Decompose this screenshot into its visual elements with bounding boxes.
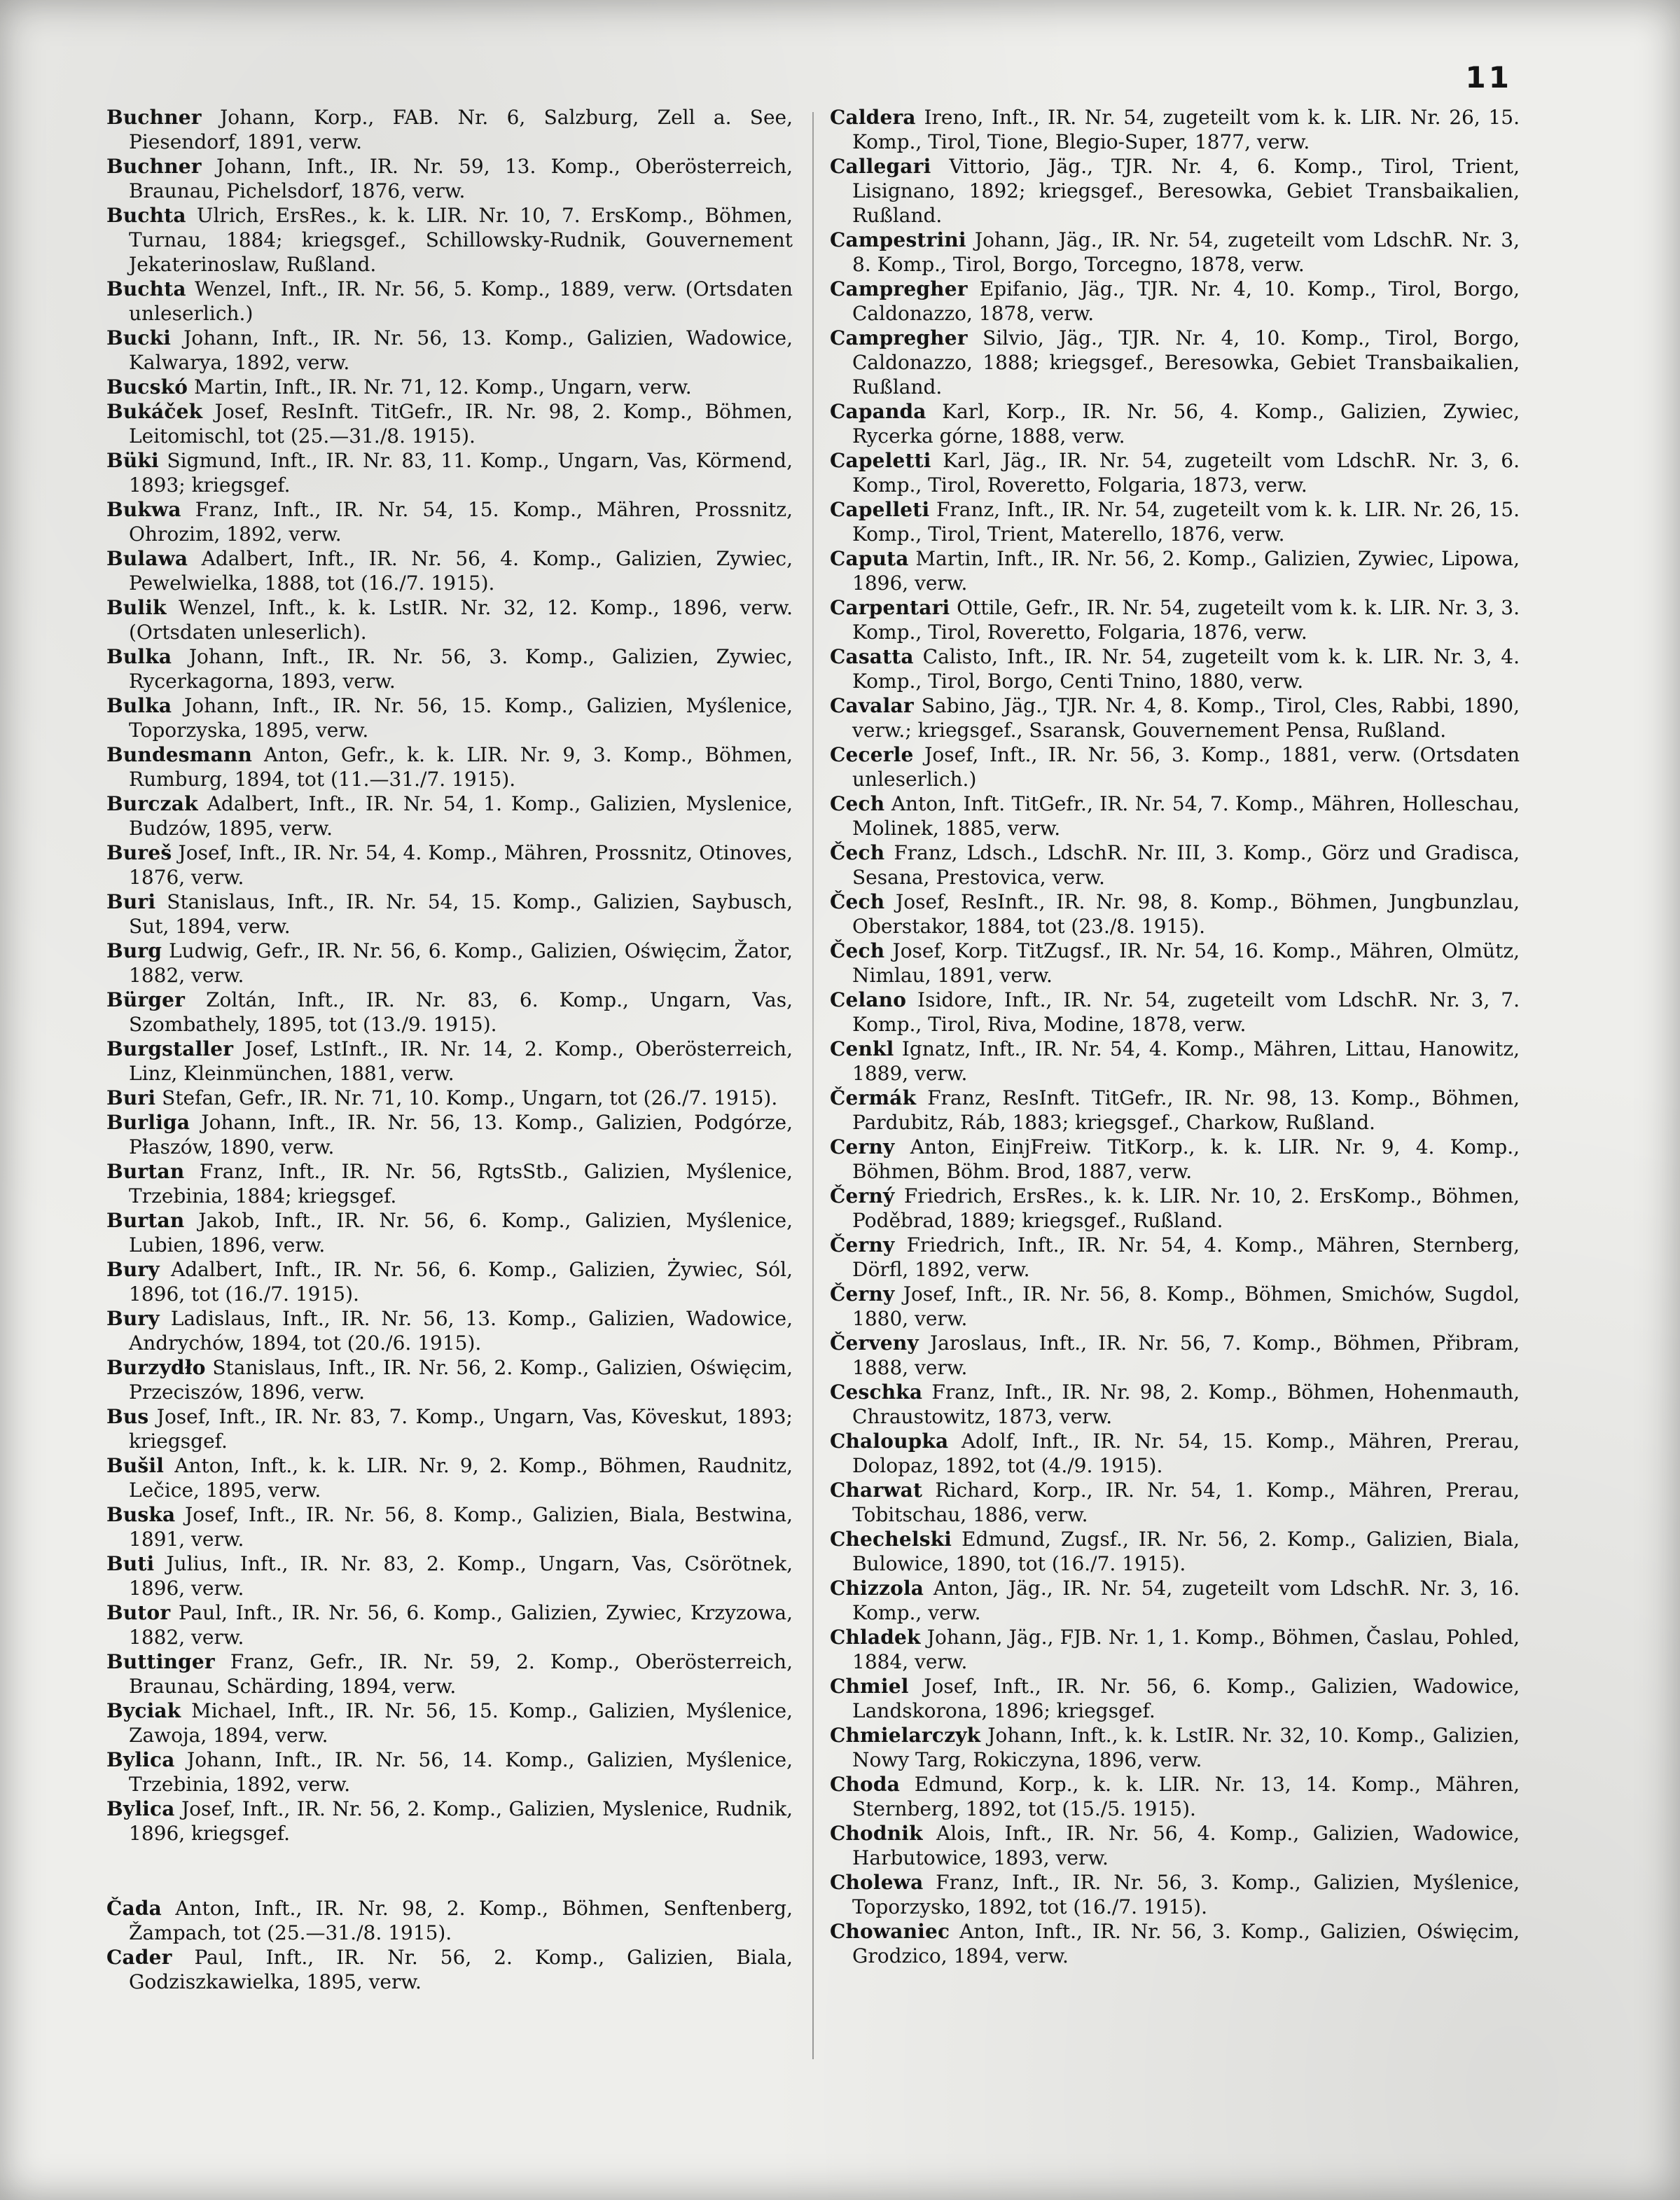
entry-details: Michael, Inft., IR. Nr. 56, 15. Komp., Galizien, Myślenice, Zawoja, 1894, verw. bbox=[129, 1699, 793, 1747]
entry-surname: Bukwa bbox=[106, 498, 181, 521]
entry-surname: Charwat bbox=[830, 1479, 923, 1502]
entry-details: Isidore, Inft., IR. Nr. 54, zugeteilt vom LdschR. Nr. 3, 7. Komp., Tirol, Riva, Modine, 1878, verw. bbox=[852, 988, 1520, 1036]
register-entry bbox=[830, 1625, 1520, 1674]
entry-surname: Byciak bbox=[106, 1699, 181, 1722]
register-entry bbox=[106, 448, 793, 497]
register-entry bbox=[106, 1551, 793, 1600]
entry-details: Franz, ResInft. TitGefr., IR. Nr. 98, 13. Komp., Böhmen, Pardubitz, Ráb, 1883; kriegsgef., Charkow, Rußland. bbox=[852, 1086, 1520, 1134]
entry-details: Anton, Inft., IR. Nr. 56, 3. Komp., Galizien, Oświęcim, Grodzico, 1894, verw. bbox=[852, 1920, 1520, 1967]
entry-surname: Cech bbox=[830, 792, 885, 815]
entry-details: Adolf, Inft., IR. Nr. 54, 15. Komp., Mähren, Prerau, Dolopaz, 1892, tot (4./9. 1915). bbox=[852, 1430, 1520, 1477]
entry-surname: Buska bbox=[106, 1503, 176, 1526]
entry-details: Calisto, Inft., IR. Nr. 54, zugeteilt vom k. k. LIR. Nr. 3, 4. Komp., Tirol, Borgo, Centi Tnino, 1880, verw. bbox=[852, 645, 1520, 693]
register-entry bbox=[830, 1527, 1520, 1576]
entry-details: Jaroslaus, Inft., IR. Nr. 56, 7. Komp., Böhmen, Přibram, 1888, verw. bbox=[852, 1331, 1520, 1379]
right-column bbox=[830, 105, 1520, 1968]
register-entry bbox=[106, 1306, 793, 1355]
register-entry bbox=[106, 497, 793, 546]
register-entry bbox=[830, 988, 1520, 1037]
entry-surname: Cavalar bbox=[830, 694, 914, 717]
entry-surname: Caputa bbox=[830, 547, 909, 570]
register-entry bbox=[106, 1208, 793, 1257]
register-entry bbox=[106, 203, 793, 277]
entry-surname: Chmiel bbox=[830, 1675, 909, 1698]
entry-details: Johann, Korp., FAB. Nr. 6, Salzburg, Zell a. See, Piesendorf, 1891, verw. bbox=[129, 106, 793, 153]
register-entry bbox=[106, 1453, 793, 1502]
entry-surname: Campestrini bbox=[830, 228, 966, 251]
entry-surname: Chechelski bbox=[830, 1528, 952, 1551]
entry-surname: Chaloupka bbox=[830, 1430, 949, 1453]
entry-details: Jakob, Inft., IR. Nr. 56, 6. Komp., Galizien, Myślenice, Lubien, 1896, verw. bbox=[129, 1209, 793, 1257]
entry-details: Josef, LstInft., IR. Nr. 14, 2. Komp., Oberösterreich, Linz, Kleinmünchen, 1881, verw. bbox=[129, 1037, 793, 1085]
entry-surname: Bukáček bbox=[106, 400, 203, 423]
entry-details: Franz, Inft., IR. Nr. 56, RgtsStb., Galizien, Myślenice, Trzebinia, 1884; kriegsgef. bbox=[129, 1160, 793, 1208]
entry-surname: Burgstaller bbox=[106, 1037, 234, 1060]
entry-surname: Bušil bbox=[106, 1454, 165, 1477]
entry-details: Sabino, Jäg., TJR. Nr. 4, 8. Komp., Tirol, Cles, Rabbi, 1890, verw.; kriegsgef., Ssaransk, Gouvernement Pensa, Rußland. bbox=[852, 694, 1520, 742]
entry-details: Karl, Korp., IR. Nr. 56, 4. Komp., Galizien, Zywiec, Rycerka górne, 1888, verw. bbox=[852, 400, 1520, 448]
entry-details: Alois, Inft., IR. Nr. 56, 4. Komp., Galizien, Wadowice, Harbutowice, 1893, verw. bbox=[852, 1822, 1520, 1869]
entry-details: Franz, Inft., IR. Nr. 98, 2. Komp., Böhmen, Hohenmauth, Chraustowitz, 1873, verw. bbox=[852, 1381, 1520, 1428]
entry-details: Edmund, Zugsf., IR. Nr. 56, 2. Komp., Galizien, Biala, Bulowice, 1890, tot (16./7. 1915). bbox=[852, 1528, 1520, 1575]
entry-details: Anton, Gefr., k. k. LIR. Nr. 9, 3. Komp., Böhmen, Rumburg, 1894, tot (11.—31./7. 1915). bbox=[129, 743, 793, 791]
entry-details: Richard, Korp., IR. Nr. 54, 1. Komp., Mähren, Prerau, Tobitschau, 1886, verw. bbox=[852, 1479, 1520, 1526]
entry-details: Josef, Inft., IR. Nr. 56, 8. Komp., Böhmen, Smichów, Sugdol, 1880, verw. bbox=[852, 1282, 1520, 1330]
entry-details: Adalbert, Inft., IR. Nr. 54, 1. Komp., Galizien, Myslenice, Budzów, 1895, verw. bbox=[129, 792, 793, 840]
register-entry bbox=[106, 595, 793, 644]
entry-surname: Carpentari bbox=[830, 596, 950, 619]
register-entry bbox=[106, 1404, 793, 1453]
register-entry bbox=[830, 1184, 1520, 1233]
entry-details: Sigmund, Inft., IR. Nr. 83, 11. Komp., Ungarn, Vas, Körmend, 1893; kriegsgef. bbox=[129, 449, 793, 497]
entry-details: Wenzel, Inft., k. k. LstIR. Nr. 32, 12. Komp., 1896, verw. (Ortsdaten unleserlich). bbox=[129, 596, 793, 644]
entry-details: Josef, Inft., IR. Nr. 54, 4. Komp., Mähren, Prossnitz, Otinoves, 1876, verw. bbox=[129, 841, 793, 889]
entry-details: Silvio, Jäg., TJR. Nr. 4, 10. Komp., Tirol, Borgo, Caldonazzo, 1888; kriegsgef., Beresowka, Gebiet Transbaikalien, Rußland. bbox=[852, 326, 1520, 399]
entry-surname: Burliga bbox=[106, 1111, 190, 1134]
entry-surname: Burtan bbox=[106, 1209, 185, 1232]
entry-surname: Bucskó bbox=[106, 375, 188, 399]
register-entry bbox=[106, 1502, 793, 1551]
entry-surname: Capanda bbox=[830, 400, 926, 423]
entry-details: Karl, Jäg., IR. Nr. 54, zugeteilt vom LdschR. Nr. 3, 6. Komp., Tirol, Roveretto, Folgaria, 1873, verw. bbox=[852, 449, 1520, 497]
register-entry bbox=[106, 277, 793, 326]
register-entry bbox=[830, 1086, 1520, 1135]
entry-details: Franz, Inft., IR. Nr. 54, 15. Komp., Mähren, Prossnitz, Ohrozim, 1892, verw. bbox=[129, 498, 793, 546]
entry-details: Edmund, Korp., k. k. LIR. Nr. 13, 14. Komp., Mähren, Sternberg, 1892, tot (15./5. 1915). bbox=[852, 1773, 1520, 1820]
register-entry bbox=[830, 693, 1520, 742]
entry-surname: Buttinger bbox=[106, 1650, 215, 1673]
page-number: 11 bbox=[1465, 60, 1512, 95]
entry-details: Josef, Inft., IR. Nr. 56, 3. Komp., 1881, verw. (Ortsdaten unleserlich.) bbox=[852, 743, 1520, 791]
register-entry bbox=[830, 1135, 1520, 1184]
entry-details: Adalbert, Inft., IR. Nr. 56, 4. Komp., Galizien, Zywiec, Pewelwielka, 1888, tot (16./7. 1915). bbox=[129, 547, 793, 595]
entry-details: Johann, Inft., IR. Nr. 56, 14. Komp., Galizien, Myślenice, Trzebinia, 1892, verw. bbox=[129, 1748, 793, 1796]
entry-surname: Cenkl bbox=[830, 1037, 894, 1060]
register-entry bbox=[830, 546, 1520, 595]
entry-details: Vittorio, Jäg., TJR. Nr. 4, 6. Komp., Tirol, Trient, Lisignano, 1892; kriegsgef., Beresowka, Gebiet Transbaikalien, Rußland. bbox=[852, 155, 1520, 227]
entry-details: Franz, Inft., IR. Nr. 54, zugeteilt vom k. k. LIR. Nr. 26, 15. Komp., Tirol, Trient, Materello, 1876, verw. bbox=[852, 498, 1520, 546]
entry-details: Franz, Gefr., IR. Nr. 59, 2. Komp., Oberösterreich, Braunau, Schärding, 1894, verw. bbox=[129, 1650, 793, 1698]
entry-surname: Čech bbox=[830, 939, 885, 962]
entry-details: Ottile, Gefr., IR. Nr. 54, zugeteilt vom k. k. LIR. Nr. 3, 3. Komp., Tirol, Roveretto, Folgaria, 1876, verw. bbox=[852, 596, 1520, 644]
register-entry bbox=[830, 277, 1520, 326]
register-entry bbox=[106, 399, 793, 448]
entry-details: Franz, Inft., IR. Nr. 56, 3. Komp., Galizien, Myślenice, Toporzysko, 1892, tot (16./7. 1915). bbox=[852, 1871, 1520, 1918]
register-entry bbox=[830, 105, 1520, 154]
register-entry bbox=[830, 1380, 1520, 1429]
entry-surname: Bundesmann bbox=[106, 743, 253, 766]
entry-details: Martin, Inft., IR. Nr. 56, 2. Komp., Galizien, Zywiec, Lipowa, 1896, verw. bbox=[852, 547, 1520, 595]
entry-surname: Černy bbox=[830, 1282, 895, 1306]
register-entry bbox=[106, 154, 793, 203]
register-entry bbox=[830, 1674, 1520, 1723]
column-divider bbox=[812, 112, 814, 2059]
register-entry bbox=[106, 791, 793, 840]
entry-details: Johann, Inft., IR. Nr. 56, 3. Komp., Galizien, Zywiec, Rycerkagorna, 1893, verw. bbox=[129, 645, 793, 693]
entry-surname: Choda bbox=[830, 1773, 901, 1796]
register-entry bbox=[106, 939, 793, 988]
register-entry bbox=[830, 1870, 1520, 1919]
entry-details: Paul, Inft., IR. Nr. 56, 6. Komp., Galizien, Zywiec, Krzyzowa, 1882, verw. bbox=[129, 1601, 793, 1649]
entry-surname: Čermák bbox=[830, 1086, 917, 1109]
entry-details: Anton, Inft. TitGefr., IR. Nr. 54, 7. Komp., Mähren, Holleschau, Molinek, 1885, verw. bbox=[852, 792, 1520, 840]
entry-surname: Bury bbox=[106, 1307, 160, 1330]
register-entry bbox=[830, 1919, 1520, 1968]
entry-surname: Chodnik bbox=[830, 1822, 923, 1845]
entry-surname: Chizzola bbox=[830, 1577, 924, 1600]
register-entry bbox=[830, 939, 1520, 988]
entry-surname: Campregher bbox=[830, 326, 968, 350]
entry-details: Stefan, Gefr., IR. Nr. 71, 10. Komp., Ungarn, tot (26./7. 1915). bbox=[155, 1086, 778, 1109]
entry-surname: Capelleti bbox=[830, 498, 930, 521]
register-entry bbox=[830, 448, 1520, 497]
entry-surname: Cholewa bbox=[830, 1871, 924, 1894]
entry-details: Ignatz, Inft., IR. Nr. 54, 4. Komp., Mähren, Littau, Hanowitz, 1889, verw. bbox=[852, 1037, 1520, 1085]
entry-surname: Burczak bbox=[106, 792, 198, 815]
entry-surname: Buchner bbox=[106, 155, 202, 178]
register-entry bbox=[106, 105, 793, 154]
register-entry bbox=[106, 326, 793, 375]
entry-details: Johann, Inft., IR. Nr. 56, 15. Komp., Galizien, Myślenice, Toporzyska, 1895, verw. bbox=[129, 694, 793, 742]
entry-details: Stanislaus, Inft., IR. Nr. 56, 2. Komp., Galizien, Oświęcim, Przeciszów, 1896, verw. bbox=[129, 1356, 793, 1404]
entry-surname: Butor bbox=[106, 1601, 171, 1624]
entry-surname: Čada bbox=[106, 1897, 162, 1920]
register-entry bbox=[830, 497, 1520, 546]
register-entry bbox=[106, 1159, 793, 1208]
entry-surname: Buchner bbox=[106, 106, 202, 129]
entry-surname: Červeny bbox=[830, 1331, 919, 1355]
entry-details: Zoltán, Inft., IR. Nr. 83, 6. Komp., Ungarn, Vas, Szombathely, 1895, tot (13./9. 1915). bbox=[129, 988, 793, 1036]
entry-surname: Burzydło bbox=[106, 1356, 206, 1379]
register-entry bbox=[830, 1821, 1520, 1870]
entry-surname: Bylica bbox=[106, 1797, 175, 1820]
entry-details: Anton, Inft., k. k. LIR. Nr. 9, 2. Komp., Böhmen, Raudnitz, Lečice, 1895, verw. bbox=[129, 1454, 793, 1502]
entry-details: Franz, Ldsch., LdschR. Nr. III, 3. Komp., Görz und Gradisca, Sesana, Prestovica, verw. bbox=[852, 841, 1520, 889]
entry-details: Friedrich, Inft., IR. Nr. 54, 4. Komp., Mähren, Sternberg, Dörfl, 1892, verw. bbox=[852, 1233, 1520, 1281]
register-entry bbox=[106, 644, 793, 693]
entry-surname: Čech bbox=[830, 841, 885, 864]
entry-details: Martin, Inft., IR. Nr. 71, 12. Komp., Ungarn, verw. bbox=[188, 375, 692, 399]
section-gap bbox=[106, 1846, 793, 1896]
entry-details: Johann, Inft., IR. Nr. 56, 13. Komp., Galizien, Podgórze, Płaszów, 1890, verw. bbox=[129, 1111, 793, 1158]
register-entry bbox=[106, 693, 793, 742]
entry-details: Johann, Inft., IR. Nr. 56, 13. Komp., Galizien, Wadowice, Kalwarya, 1892, verw. bbox=[129, 326, 793, 374]
entry-surname: Cerny bbox=[830, 1135, 895, 1158]
register-entry bbox=[106, 1945, 793, 1994]
entry-surname: Bureš bbox=[106, 841, 172, 864]
entry-surname: Bylica bbox=[106, 1748, 175, 1771]
entry-surname: Caldera bbox=[830, 106, 916, 129]
entry-details: Adalbert, Inft., IR. Nr. 56, 6. Komp., Galizien, Żywiec, Sól, 1896, tot (16./7. 1915). bbox=[129, 1258, 793, 1306]
entry-details: Josef, ResInft., IR. Nr. 98, 8. Komp., Böhmen, Jungbunzlau, Oberstakor, 1884, tot (23./8. 1915). bbox=[852, 890, 1520, 938]
entry-details: Josef, Inft., IR. Nr. 56, 2. Komp., Galizien, Myslenice, Rudnik, 1896, kriegsgef. bbox=[129, 1797, 793, 1845]
register-entry bbox=[830, 1429, 1520, 1478]
entry-surname: Cader bbox=[106, 1946, 172, 1969]
register-entry bbox=[830, 742, 1520, 791]
entry-details: Johann, Jäg., IR. Nr. 54, zugeteilt vom LdschR. Nr. 3, 8. Komp., Tirol, Borgo, Torcegno, 1878, verw. bbox=[852, 228, 1520, 276]
entry-surname: Černý bbox=[830, 1184, 895, 1208]
register-entry bbox=[830, 399, 1520, 448]
register-entry bbox=[830, 154, 1520, 228]
entry-details: Josef, Inft., IR. Nr. 83, 7. Komp., Ungarn, Vas, Köveskut, 1893; kriegsgef. bbox=[129, 1405, 793, 1453]
entry-details: Josef, Korp. TitZugsf., IR. Nr. 54, 16. Komp., Mähren, Olmütz, Nimlau, 1891, verw. bbox=[852, 939, 1520, 987]
entry-details: Friedrich, ErsRes., k. k. LIR. Nr. 10, 2. ErsKomp., Böhmen, Poděbrad, 1889; kriegsgef., Rußland. bbox=[852, 1184, 1520, 1232]
entry-surname: Chowaniec bbox=[830, 1920, 950, 1943]
entry-details: Anton, EinjFreiw. TitKorp., k. k. LIR. Nr. 9, 4. Komp., Böhmen, Böhm. Brod, 1887, verw. bbox=[852, 1135, 1520, 1183]
entry-surname: Burg bbox=[106, 939, 162, 962]
entry-surname: Bulawa bbox=[106, 547, 188, 570]
entry-surname: Buchta bbox=[106, 277, 186, 300]
register-entry bbox=[830, 791, 1520, 840]
entry-details: Ludwig, Gefr., IR. Nr. 56, 6. Komp., Galizien, Oświęcim, Žator, 1882, verw. bbox=[129, 939, 793, 987]
entry-details: Josef, ResInft. TitGefr., IR. Nr. 98, 2. Komp., Böhmen, Leitomischl, tot (25.—31./8. 1915). bbox=[129, 400, 793, 448]
entry-surname: Buti bbox=[106, 1552, 155, 1575]
register-entry bbox=[830, 1331, 1520, 1380]
register-entry bbox=[106, 1699, 793, 1748]
register-entry bbox=[106, 1355, 793, 1404]
register-entry bbox=[106, 1600, 793, 1649]
entry-details: Johann, Inft., k. k. LstIR. Nr. 32, 10. Komp., Galizien, Nowy Targ, Rokiczyna, 1896, verw. bbox=[852, 1724, 1520, 1771]
register-entry bbox=[106, 1037, 793, 1086]
entry-surname: Čech bbox=[830, 890, 885, 913]
register-entry bbox=[106, 1896, 793, 1945]
entry-surname: Bulik bbox=[106, 596, 167, 619]
entry-details: Johann, Inft., IR. Nr. 59, 13. Komp., Oberösterreich, Braunau, Pichelsdorf, 1876, verw. bbox=[129, 155, 793, 202]
entry-details: Johann, Jäg., FJB. Nr. 1, 1. Komp., Böhmen, Časlau, Pohled, 1884, verw. bbox=[852, 1626, 1520, 1673]
register-entry bbox=[106, 375, 793, 399]
register-entry bbox=[106, 1748, 793, 1797]
register-entry bbox=[830, 1233, 1520, 1282]
register-entry bbox=[106, 1257, 793, 1306]
entry-surname: Chladek bbox=[830, 1626, 921, 1649]
entry-surname: Bürger bbox=[106, 988, 186, 1011]
entry-surname: Buri bbox=[106, 1086, 156, 1109]
register-entry bbox=[830, 840, 1520, 890]
register-entry bbox=[106, 546, 793, 595]
register-entry bbox=[106, 1086, 793, 1110]
register-entry bbox=[106, 1110, 793, 1159]
entry-details: Ulrich, ErsRes., k. k. LIR. Nr. 10, 7. ErsKomp., Böhmen, Turnau, 1884; kriegsgef., Schillowsky-Rudnik, Gouvernement Jekaterinoslaw, Rußland. bbox=[129, 204, 793, 276]
register-entry bbox=[106, 988, 793, 1037]
entry-details: Josef, Inft., IR. Nr. 56, 8. Komp., Galizien, Biala, Bestwina, 1891, verw. bbox=[129, 1503, 793, 1551]
register-entry bbox=[830, 890, 1520, 939]
entry-surname: Casatta bbox=[830, 645, 914, 668]
register-entry bbox=[106, 840, 793, 890]
register-entry bbox=[830, 1576, 1520, 1625]
entry-details: Anton, Jäg., IR. Nr. 54, zugeteilt vom LdschR. Nr. 3, 16. Komp., verw. bbox=[852, 1577, 1520, 1624]
entry-surname: Ceschka bbox=[830, 1381, 923, 1404]
register-entry bbox=[106, 1797, 793, 1846]
register-entry bbox=[830, 1282, 1520, 1331]
entry-surname: Büki bbox=[106, 449, 159, 472]
entry-surname: Cecerle bbox=[830, 743, 914, 766]
entry-surname: Bulka bbox=[106, 694, 172, 717]
entry-surname: Bucki bbox=[106, 326, 172, 350]
entry-details: Wenzel, Inft., IR. Nr. 56, 5. Komp., 1889, verw. (Ortsdaten unleserlich.) bbox=[129, 277, 793, 325]
register-entry bbox=[830, 1037, 1520, 1086]
entry-details: Anton, Inft., IR. Nr. 98, 2. Komp., Böhmen, Senftenberg, Žampach, tot (25.—31./8. 1915). bbox=[129, 1897, 793, 1944]
entry-surname: Celano bbox=[830, 988, 907, 1011]
entry-details: Josef, Inft., IR. Nr. 56, 6. Komp., Galizien, Wadowice, Landskorona, 1896; kriegsgef. bbox=[852, 1675, 1520, 1722]
left-column bbox=[106, 105, 793, 1994]
entry-surname: Černy bbox=[830, 1233, 895, 1257]
register-entry bbox=[830, 1772, 1520, 1821]
entry-surname: Bury bbox=[106, 1258, 160, 1281]
entry-surname: Campregher bbox=[830, 277, 968, 300]
entry-surname: Capeletti bbox=[830, 449, 931, 472]
register-entry bbox=[106, 1649, 793, 1699]
entry-surname: Buchta bbox=[106, 204, 186, 227]
entry-surname: Bus bbox=[106, 1405, 149, 1428]
register-entry bbox=[830, 1723, 1520, 1772]
entry-details: Ireno, Inft., IR. Nr. 54, zugeteilt vom k. k. LIR. Nr. 26, 15. Komp., Tirol, Tione, Blegio-Super, 1877, verw. bbox=[852, 106, 1520, 153]
entry-details: Ladislaus, Inft., IR. Nr. 56, 13. Komp., Galizien, Wadowice, Andrychów, 1894, tot (20./6. 1915). bbox=[129, 1307, 793, 1355]
register-entry bbox=[830, 1478, 1520, 1527]
register-entry bbox=[830, 644, 1520, 693]
entry-details: Stanislaus, Inft., IR. Nr. 54, 15. Komp., Galizien, Saybusch, Sut, 1894, verw. bbox=[129, 890, 793, 938]
register-entry bbox=[106, 890, 793, 939]
register-entry bbox=[106, 742, 793, 791]
entry-surname: Chmielarczyk bbox=[830, 1724, 981, 1747]
entry-surname: Callegari bbox=[830, 155, 931, 178]
entry-details: Epifanio, Jäg., TJR. Nr. 4, 10. Komp., Tirol, Borgo, Caldonazzo, 1878, verw. bbox=[852, 277, 1520, 325]
register-entry bbox=[830, 326, 1520, 399]
entry-surname: Burtan bbox=[106, 1160, 185, 1183]
entry-surname: Bulka bbox=[106, 645, 172, 668]
register-entry bbox=[830, 228, 1520, 277]
entry-surname: Buri bbox=[106, 890, 156, 913]
entry-details: Julius, Inft., IR. Nr. 83, 2. Komp., Ungarn, Vas, Csörötnek, 1896, verw. bbox=[129, 1552, 793, 1600]
register-entry bbox=[830, 595, 1520, 644]
entry-details: Paul, Inft., IR. Nr. 56, 2. Komp., Galizien, Biala, Godziszkawielka, 1895, verw. bbox=[129, 1946, 793, 1993]
